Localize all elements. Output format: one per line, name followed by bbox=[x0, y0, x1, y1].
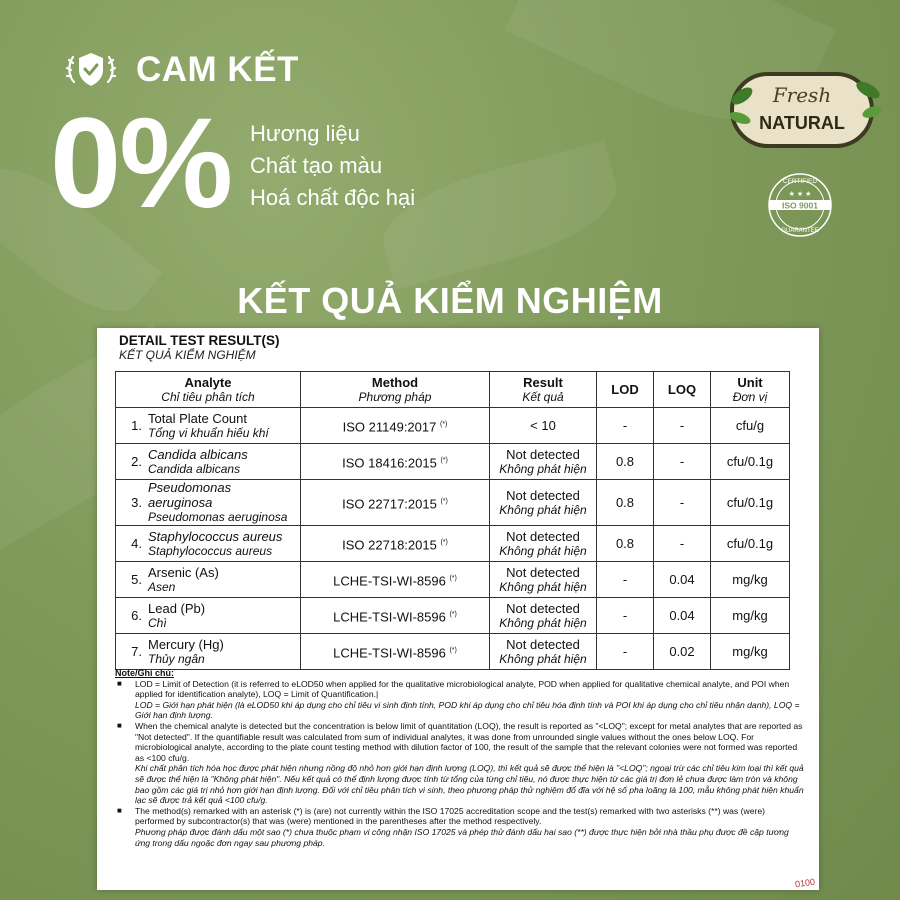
note-text-en: LOD = Limit of Detection (it is referred to eLOD50 when applied for the qualitative microbiological analyte, POD when applied for qualitative chemical analyte, and POI when applied for identification analyte), LOQ = Limit of Quantification.| bbox=[135, 678, 790, 700]
free-of-list bbox=[250, 118, 415, 214]
unit-cell: mg/kg bbox=[711, 634, 790, 670]
analyte-name: Pseudomonas aeruginosa bbox=[148, 480, 232, 510]
table-row bbox=[116, 408, 790, 444]
zero-percent: 0% bbox=[50, 92, 231, 235]
note-item bbox=[115, 679, 805, 721]
loq-cell: - bbox=[654, 526, 711, 562]
header-method: Method Phương pháp bbox=[301, 372, 490, 408]
method-cell: ISO 18416:2015 (*) bbox=[301, 444, 490, 480]
note-text-en: The method(s) remarked with an asterisk (*) is (are) not currently within the ISO 17025 accreditation scope and the test(s) remarked with two asterisks (**) was (were) performed by subcontractor(s) that was (were) mentioned in the parentheses after the method respectively. bbox=[135, 805, 765, 827]
row-number: 1. bbox=[116, 408, 145, 444]
bullet-icon: ■ bbox=[117, 678, 122, 688]
method-cell: LCHE-TSI-WI-8596 (*) bbox=[301, 634, 490, 670]
lod-cell: 0.8 bbox=[597, 526, 654, 562]
lod-cell: 0.8 bbox=[597, 480, 654, 526]
header-analyte: Analyte Chỉ tiêu phân tích bbox=[116, 372, 301, 408]
result-cell: Not detected Không phát hiện bbox=[490, 480, 597, 526]
note-text-vi: Phương pháp được đánh dấu một sao (*) chưa thuộc phạm vi công nhận ISO 17025 và phép thử đánh dấu hai sao (**) được thực hiện bởi nhà thầu phụ được đề cập tương ứng trong dấu ngoặc đơn ngay sau phương pháp. bbox=[135, 826, 789, 848]
method-cell: ISO 22718:2015 (*) bbox=[301, 526, 490, 562]
free-of-item: Hoá chất độc hại bbox=[250, 185, 416, 210]
page-stamp: 0100 bbox=[794, 876, 816, 890]
method-cell: LCHE-TSI-WI-8596 (*) bbox=[301, 562, 490, 598]
unit-cell: cfu/0.1g bbox=[711, 444, 790, 480]
analyte-name: Arsenic (As) bbox=[148, 564, 219, 580]
table-row bbox=[116, 526, 790, 562]
analyte-name-vi: Pseudomonas aeruginosa bbox=[148, 510, 288, 524]
analyte-name: Total Plate Count bbox=[148, 410, 248, 426]
analyte-name-vi: Thủy ngân bbox=[148, 651, 205, 666]
commitment-header bbox=[64, 48, 299, 92]
unit-cell: cfu/g bbox=[711, 408, 790, 444]
analyte-cell bbox=[144, 444, 301, 480]
row-number: 5. bbox=[116, 562, 145, 598]
header-result: Result Kết quả bbox=[490, 372, 597, 408]
table-row bbox=[116, 634, 790, 670]
row-number: 2. bbox=[116, 444, 145, 480]
row-number: 4. bbox=[116, 526, 145, 562]
loq-cell: 0.04 bbox=[654, 598, 711, 634]
row-number: 6. bbox=[116, 598, 145, 634]
analyte-name: Mercury (Hg) bbox=[148, 636, 224, 652]
shield-check-icon bbox=[64, 48, 118, 92]
header-unit: Unit Đơn vị bbox=[711, 372, 790, 408]
iso-top-text: CERTIFIED bbox=[782, 178, 818, 185]
analyte-cell bbox=[144, 480, 301, 526]
loq-cell: - bbox=[654, 480, 711, 526]
analyte-cell bbox=[144, 408, 301, 444]
analyte-name-vi: Candida albicans bbox=[148, 461, 241, 476]
section-title: KẾT QUẢ KIỂM NGHIỆM bbox=[237, 280, 663, 321]
lod-cell: - bbox=[597, 598, 654, 634]
unit-cell: mg/kg bbox=[711, 598, 790, 634]
result-cell: Not detected Không phát hiện bbox=[490, 526, 597, 562]
table-row bbox=[116, 562, 790, 598]
document-subtitle: KẾT QUẢ KIỂM NGHIỆM bbox=[119, 348, 256, 362]
analyte-cell bbox=[144, 634, 301, 670]
loq-cell: - bbox=[654, 408, 711, 444]
header-loq: LOQ bbox=[654, 372, 711, 408]
analyte-name-vi: Tổng vi khuẩn hiếu khí bbox=[148, 425, 269, 440]
analyte-cell bbox=[144, 562, 301, 598]
note-item bbox=[115, 806, 805, 848]
table-row bbox=[116, 480, 790, 526]
lod-cell: - bbox=[597, 634, 654, 670]
iso-bottom-text: GUARANTEE bbox=[781, 228, 819, 234]
row-number: 7. bbox=[116, 634, 145, 670]
document-title: DETAIL TEST RESULT(S) bbox=[119, 333, 280, 348]
free-of-item: Chất tạo màu bbox=[250, 153, 383, 178]
table-row bbox=[116, 598, 790, 634]
analyte-name: Candida albicans bbox=[148, 446, 248, 462]
loq-cell: 0.02 bbox=[654, 634, 711, 670]
loq-cell: 0.04 bbox=[654, 562, 711, 598]
note-text-vi: LOD = Giới hạn phát hiện (là eLOD50 khi áp dụng cho chỉ tiêu vi sinh định tính, POD khi áp dụng cho chỉ tiêu hóa định tính và POI khi áp dụng cho chỉ tiêu nhận danh), LOQ = Giới hạn định lượng. bbox=[135, 699, 800, 721]
unit-cell: mg/kg bbox=[711, 562, 790, 598]
lod-cell: - bbox=[597, 562, 654, 598]
table-row bbox=[116, 444, 790, 480]
notes-heading: Note/Ghi chú: bbox=[115, 668, 174, 678]
iso-center-text: ISO 9001 bbox=[782, 200, 818, 211]
commitment-title: CAM KẾT bbox=[136, 50, 299, 89]
analyte-cell bbox=[144, 526, 301, 562]
bullet-icon: ■ bbox=[117, 805, 122, 815]
unit-cell: cfu/0.1g bbox=[711, 480, 790, 526]
row-number: 3. bbox=[116, 480, 145, 526]
result-cell: < 10 bbox=[490, 408, 597, 444]
analyte-name-vi: Chì bbox=[148, 615, 167, 630]
brand-fresh: Fresh bbox=[772, 83, 832, 107]
free-of-item: Hương liệu bbox=[250, 121, 360, 146]
method-cell: LCHE-TSI-WI-8596 (*) bbox=[301, 598, 490, 634]
results-table bbox=[115, 371, 790, 670]
note-item bbox=[115, 721, 805, 806]
test-result-document bbox=[97, 328, 819, 890]
analyte-name-vi: Asen bbox=[148, 579, 176, 594]
analyte-cell bbox=[144, 598, 301, 634]
method-cell: ISO 22717:2015 (*) bbox=[301, 480, 490, 526]
fresh-natural-logo bbox=[722, 68, 882, 152]
note-text-vi: Khi chất phân tích hóa học được phát hiện nhưng nồng độ nhỏ hơn giới hạn định lượng (LOQ), thì kết quả sẽ được thể hiện là "<LOQ"; ngoại trừ các chỉ tiêu kim loại thì kết quả sẽ được thể hiện là "Không phát hiện". Nếu kết quả có thể định lượng được tính từ tổng của từng chỉ tiêu, nó được thực hiện từ các giá trị đơn lẻ chưa được làm tròn và không bao gồm các giá trị nhỏ hơn giới hạn định lượng. Đối với chỉ tiêu phân tích vi sinh, theo phương pháp thử nghiệm đổ đĩa với hệ số pha loãng là 100, mẫu không phát hiện khuẩn lạc sẽ được trả kết quả <100 cfu/g. bbox=[135, 763, 804, 806]
table-header-row bbox=[116, 372, 790, 408]
iso-9001-badge bbox=[760, 170, 840, 240]
result-cell: Not detected Không phát hiện bbox=[490, 598, 597, 634]
svg-text:★ ★ ★: ★ ★ ★ bbox=[788, 191, 812, 198]
lod-cell: 0.8 bbox=[597, 444, 654, 480]
result-cell: Not detected Không phát hiện bbox=[490, 444, 597, 480]
analyte-name-vi: Staphylococcus aureus bbox=[148, 543, 273, 558]
result-cell: Not detected Không phát hiện bbox=[490, 634, 597, 670]
brand-natural: NATURAL bbox=[759, 113, 845, 133]
lod-cell: - bbox=[597, 408, 654, 444]
loq-cell: - bbox=[654, 444, 711, 480]
method-cell: ISO 21149:2017 (*) bbox=[301, 408, 490, 444]
bullet-icon: ■ bbox=[117, 720, 122, 730]
header-lod: LOD bbox=[597, 372, 654, 408]
result-cell: Not detected Không phát hiện bbox=[490, 562, 597, 598]
note-text-en: When the chemical analyte is detected but the concentration is below limit of quantitation (LOQ), the result is reported as "<LOQ"; except for metal analytes that are reported as "Not detected". If the quantifiable result was calculated from sum of individual analytes, it was done from unrounded single values without the ones below LOQ. For microbiological analyte, according to the plate count testing method with dilution factor of 100, the result of the sample that the relevant colonies were not formed was reported as <100 cfu/g. bbox=[135, 720, 803, 763]
notes-section bbox=[115, 668, 805, 848]
analyte-name: Staphylococcus aureus bbox=[148, 528, 283, 544]
unit-cell: cfu/0.1g bbox=[711, 526, 790, 562]
analyte-name: Lead (Pb) bbox=[148, 600, 206, 616]
